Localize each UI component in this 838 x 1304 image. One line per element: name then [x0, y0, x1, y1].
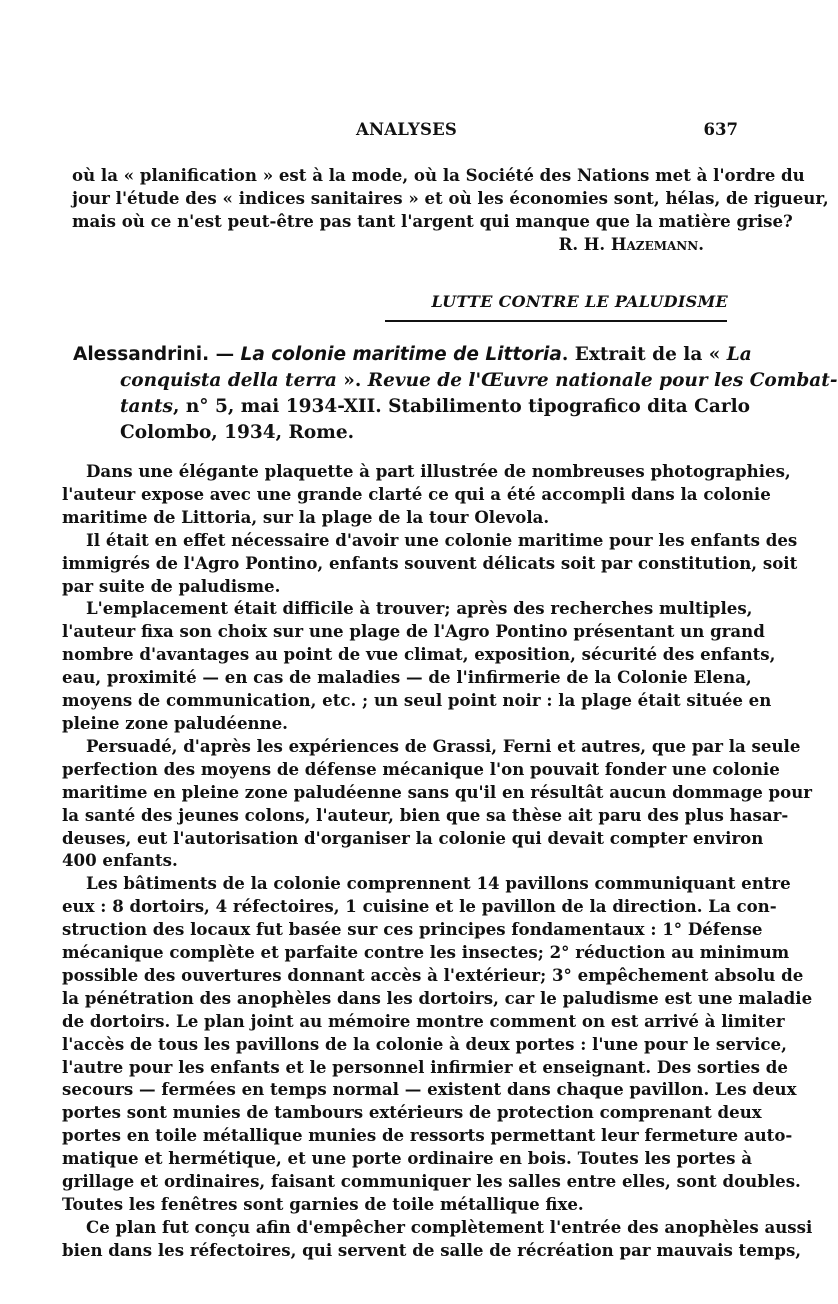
analysis-body	[62, 460, 813, 1262]
body-line: de dortoirs. Le plan joint au mémoire montre comment on est arrivé à limiter	[62, 1010, 785, 1031]
reference-journal-part2: Revue de l'Œuvre nationale pour les Combat-	[367, 370, 838, 391]
section-heading: LUTTE CONTRE LE PALUDISME	[431, 292, 728, 311]
reference-line1-rest: . Extrait de la «	[561, 344, 727, 365]
body-line: matique et hermétique, et une porte ordinaire en bois. Toutes les portes à	[62, 1148, 752, 1169]
reference-line3-rest: , n° 5, mai 1934-XII. Stabilimento tipografico dita Carlo	[172, 396, 750, 417]
intro-paragraph	[72, 164, 829, 233]
running-head	[70, 120, 738, 144]
body-line: struction des locaux fut basée sur ces principes fondamentaux : 1° Défense	[62, 919, 763, 940]
reference-line-3	[120, 394, 750, 420]
section-rule	[385, 320, 727, 322]
body-line: Les bâtiments de la colonie comprennent 14 pavillons communiquant entre	[86, 873, 791, 894]
page-number: 637	[703, 120, 738, 139]
reference-line2-mid: ».	[336, 370, 368, 391]
reference-journal-part1: conquista della terra	[120, 370, 337, 391]
body-line: portes en toile métallique munies de ressorts permettant leur fermeture auto-	[62, 1125, 793, 1146]
body-line: l'accès de tous les pavillons de la colonie à deux portes : l'une pour le service,	[62, 1033, 787, 1054]
body-line: l'auteur fixa son choix sur une plage de l'Agro Pontino présentant un grand	[62, 621, 765, 642]
body-line: 400 enfants.	[62, 850, 178, 871]
running-head-title: ANALYSES	[356, 120, 458, 139]
body-line: l'autre pour les enfants et le personnel infirmier et enseignant. Des sorties de	[62, 1056, 788, 1077]
body-line: eau, proximité — en cas de maladies — de l'infirmerie de la Colonie Elena,	[62, 667, 752, 688]
body-line: moyens de communication, etc. ; un seul point noir : la plage était située en	[62, 690, 772, 711]
bibliographic-reference	[73, 342, 838, 446]
body-line: possible des ouvertures donnant accès à l'extérieur; 3° empêchement absolu de	[62, 964, 804, 985]
reference-title: La colonie maritime de Littoria	[240, 344, 562, 365]
reference-line-2	[120, 368, 838, 394]
body-line: Toutes les fenêtres sont garnies de toile métallique fixe.	[62, 1194, 584, 1214]
body-line: Ce plan fut conçu afin d'empêcher complètement l'entrée des anophèles aussi	[86, 1216, 813, 1237]
intro-line-2: jour l'étude des « indices sanitaires » et où les économies sont, hélas, de rigueur,	[72, 187, 829, 208]
reference-author: Alessandrini.	[73, 344, 210, 365]
reference-journal-part3: tants	[120, 396, 173, 417]
body-line: mécanique complète et parfaite contre les insectes; 2° réduction au minimum	[62, 942, 790, 963]
body-line: secours — fermées en temps normal — existent dans chaque pavillon. Les deux	[62, 1079, 797, 1100]
intro-line-1: où la « planification » est à la mode, où la Société des Nations met à l'ordre du	[72, 165, 805, 185]
body-line: maritime en pleine zone paludéenne sans qu'il en résultât aucun dommage pour	[62, 781, 813, 802]
reference-line-1	[73, 342, 752, 368]
signature-surname: Hazemann.	[610, 235, 704, 254]
body-line: Dans une élégante plaquette à part illustrée de nombreuses photographies,	[86, 461, 791, 481]
body-line: perfection des moyens de défense mécanique l'on pouvait fonder une colonie	[62, 758, 780, 779]
reference-line-4: Colombo, 1934, Rome.	[120, 422, 355, 443]
body-line: l'auteur expose avec une grande clarté ce qui a été accompli dans la colonie	[62, 483, 771, 504]
body-line: par suite de paludisme.	[62, 575, 281, 596]
body-line: immigrés de l'Agro Pontino, enfants souvent délicats soit par constitution, soit	[62, 552, 798, 573]
body-line: nombre d'avantages au point de vue climat, exposition, sécurité des enfants,	[62, 644, 776, 665]
body-line: pleine zone paludéenne.	[62, 712, 288, 733]
body-line: L'emplacement était difficile à trouver; après des recherches multiples,	[86, 598, 753, 619]
signature	[559, 235, 704, 254]
body-line: portes sont munies de tambours extérieurs de protection comprenant deux	[62, 1102, 762, 1123]
body-line: Persuadé, d'après les expériences de Grassi, Ferni et autres, que par la seule	[86, 735, 801, 756]
body-line: deuses, eut l'autorisation d'organiser la colonie qui devait compter environ	[62, 827, 764, 848]
body-line: la santé des jeunes colons, l'auteur, bien que sa thèse ait paru des plus hasar-	[62, 804, 789, 825]
body-line: eux : 8 dortoirs, 4 réfectoires, 1 cuisine et le pavillon de la direction. La con-	[62, 896, 777, 917]
reference-dash: —	[209, 344, 241, 365]
signature-initials: R. H.	[558, 235, 606, 254]
reference-line1-italic: La	[726, 344, 752, 365]
body-line: maritime de Littoria, sur la plage de la tour Olevola.	[62, 506, 550, 527]
intro-line-3: mais où ce n'est peut-être pas tant l'argent qui manque que la matière grise?	[72, 210, 793, 231]
body-line: bien dans les réfectoires, qui servent de salle de récréation par mauvais temps,	[62, 1239, 802, 1260]
body-line: grillage et ordinaires, faisant communiquer les salles entre elles, sont doubles.	[62, 1171, 801, 1192]
body-line: Il était en effet nécessaire d'avoir une colonie maritime pour les enfants des	[86, 529, 798, 550]
body-line: la pénétration des anophèles dans les dortoirs, car le paludisme est une maladie	[62, 987, 813, 1008]
